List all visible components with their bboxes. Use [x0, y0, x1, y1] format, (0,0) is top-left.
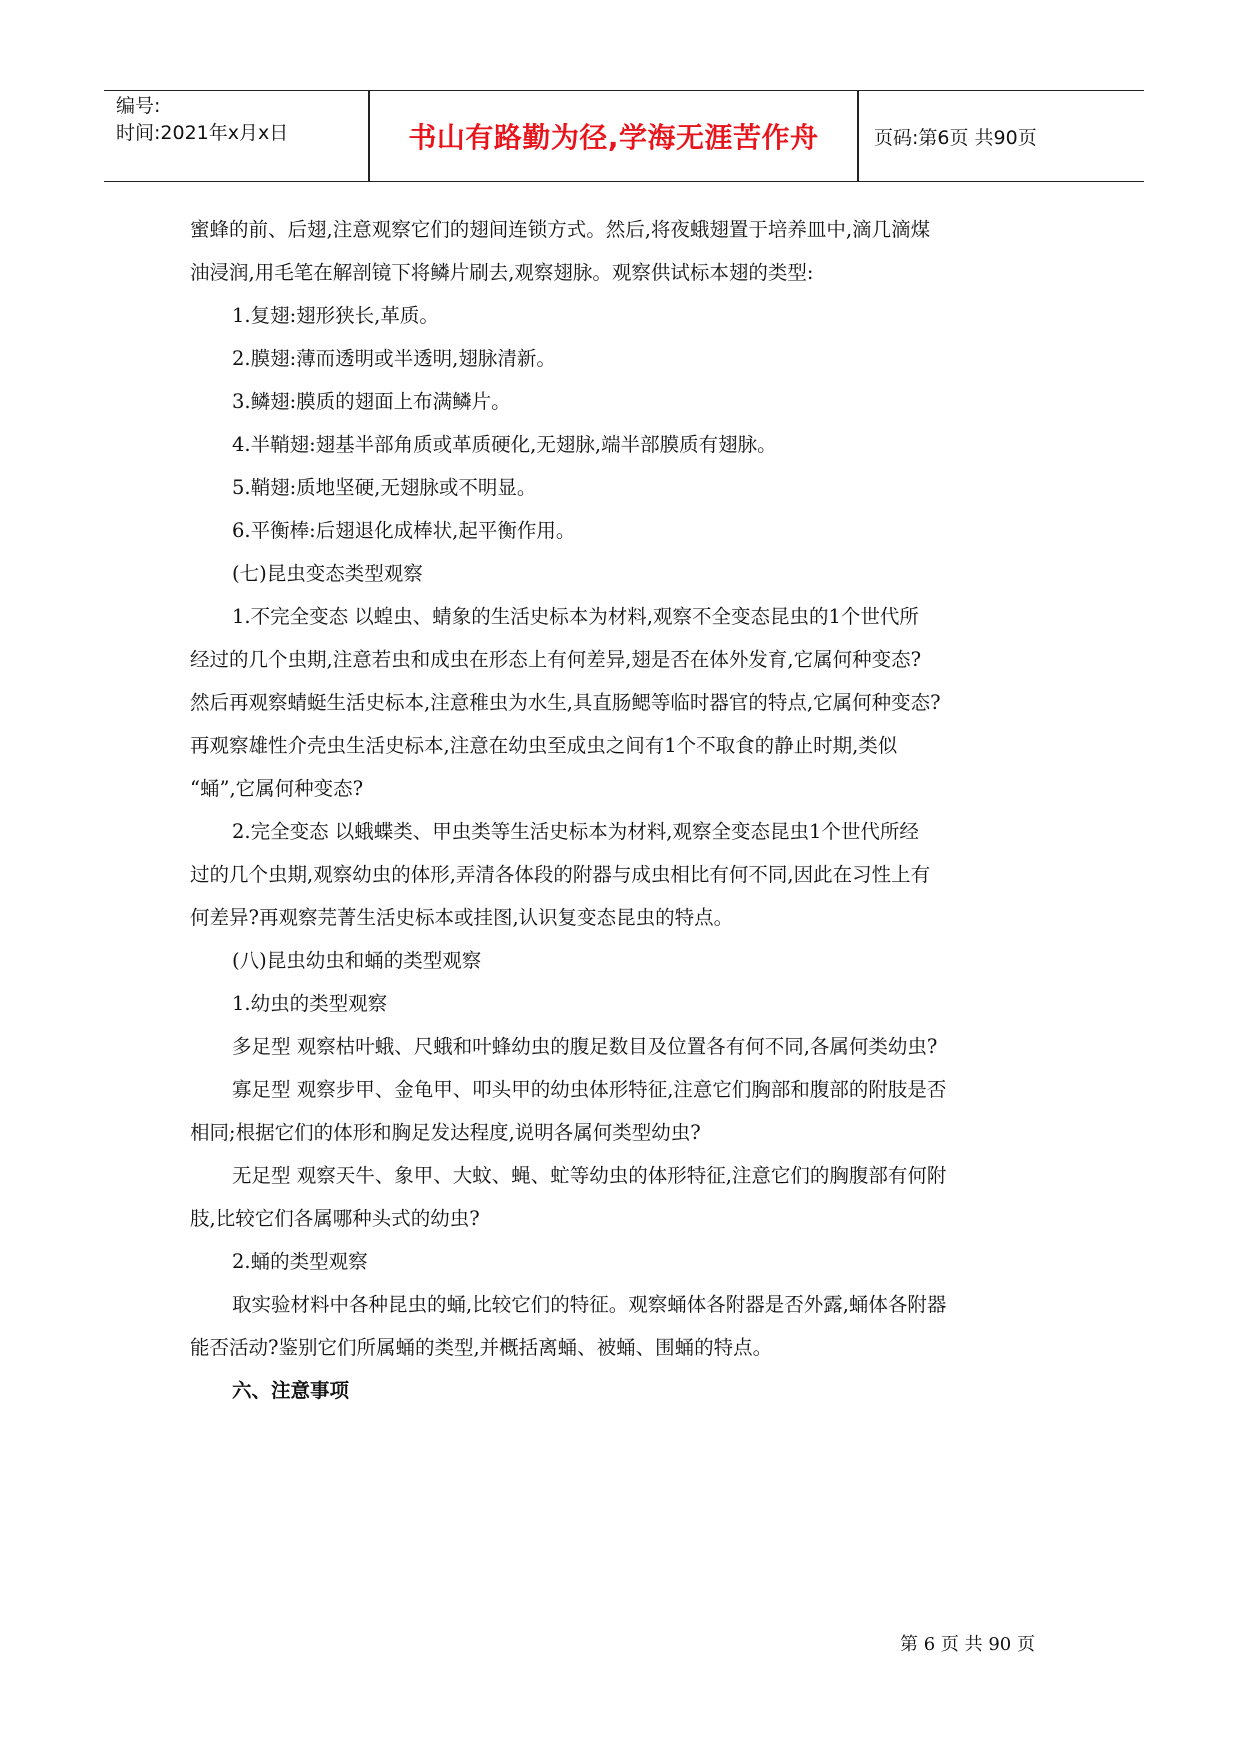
section-heading: (七)昆虫变态类型观察 — [232, 562, 423, 585]
body-line: 无足型 观察天牛、象甲、大蚊、蝇、虻等幼虫的体形特征,注意它们的胸腹部有何附 — [232, 1164, 947, 1187]
body-line: 1.不完全变态 以蝗虫、蜻象的生活史标本为材料,观察不全变态昆虫的1个世代所 — [232, 605, 919, 628]
body-line: 相同;根据它们的体形和胸足发达程度,说明各属何类型幼虫? — [190, 1121, 701, 1144]
section-heading: (八)昆虫幼虫和蛹的类型观察 — [232, 949, 482, 972]
list-item: 4.半鞘翅:翅基半部角质或革质硬化,无翅脉,端半部膜质有翅脉。 — [232, 433, 777, 456]
body-line: 油浸润,用毛笔在解剖镜下将鳞片刷去,观察翅脉。观察供试标本翅的类型: — [190, 261, 814, 284]
header-page-info: 页码:第6页 共90页 — [874, 126, 1037, 149]
subsection-heading: 2.蛹的类型观察 — [232, 1250, 368, 1273]
list-item: 1.复翅:翅形狭长,革质。 — [232, 304, 439, 327]
body-line: 然后再观察蜻蜓生活史标本,注意稚虫为水生,具直肠鳃等临时器官的特点,它属何种变态? — [190, 691, 941, 714]
body-line: 过的几个虫期,观察幼虫的体形,弄清各体段的附器与成虫相比有何不同,因此在习性上有 — [190, 863, 931, 886]
header-meta — [116, 91, 368, 181]
page-header — [104, 90, 1144, 182]
body-line: 2.完全变态 以蛾蝶类、甲虫类等生活史标本为材料,观察全变态昆虫1个世代所经 — [232, 820, 919, 843]
body-line: 再观察雄性介壳虫生活史标本,注意在幼虫至成虫之间有1个不取食的静止时期,类似 — [190, 734, 898, 757]
list-item: 3.鳞翅:膜质的翅面上布满鳞片。 — [232, 390, 511, 413]
document-code-label: 编号: — [116, 95, 161, 117]
list-item: 2.膜翅:薄而透明或半透明,翅脉清新。 — [232, 347, 556, 370]
body-line: “蛹”,它属何种变态? — [190, 777, 364, 800]
body-line: 何差异?再观察芫菁生活史标本或挂图,认识复变态昆虫的特点。 — [190, 906, 734, 929]
subsection-heading: 1.幼虫的类型观察 — [232, 992, 388, 1015]
list-item: 5.鞘翅:质地坚硬,无翅脉或不明显。 — [232, 476, 537, 499]
body-line: 取实验材料中各种昆虫的蛹,比较它们的特征。观察蛹体各附器是否外露,蛹体各附器 — [232, 1293, 947, 1316]
chapter-heading: 六、注意事项 — [232, 1379, 350, 1402]
header-motto: 书山有路勤为径,学海无涯苦作舟 — [408, 121, 819, 154]
body-line: 肢,比较它们各属哪种头式的幼虫? — [190, 1207, 480, 1230]
body-line: 经过的几个虫期,注意若虫和成虫在形态上有何差异,翅是否在体外发育,它属何种变态? — [190, 648, 922, 671]
body-line: 寡足型 观察步甲、金龟甲、叩头甲的幼虫体形特征,注意它们胸部和腹部的附肢是否 — [232, 1078, 947, 1101]
header-divider — [857, 91, 859, 181]
document-time: 时间:2021年x月x日 — [116, 122, 289, 144]
page-footer: 第 6 页 共 90 页 — [900, 1634, 1035, 1655]
body-line: 能否活动?鉴别它们所属蛹的类型,并概括离蛹、被蛹、围蛹的特点。 — [190, 1336, 773, 1359]
body-line: 多足型 观察枯叶蛾、尺蛾和叶蜂幼虫的腹足数目及位置各有何不同,各属何类幼虫? — [232, 1035, 938, 1058]
list-item: 6.平衡棒:后翅退化成棒状,起平衡作用。 — [232, 519, 576, 542]
body-line: 蜜蜂的前、后翅,注意观察它们的翅间连锁方式。然后,将夜蛾翅置于培养皿中,滴几滴煤 — [190, 218, 931, 241]
